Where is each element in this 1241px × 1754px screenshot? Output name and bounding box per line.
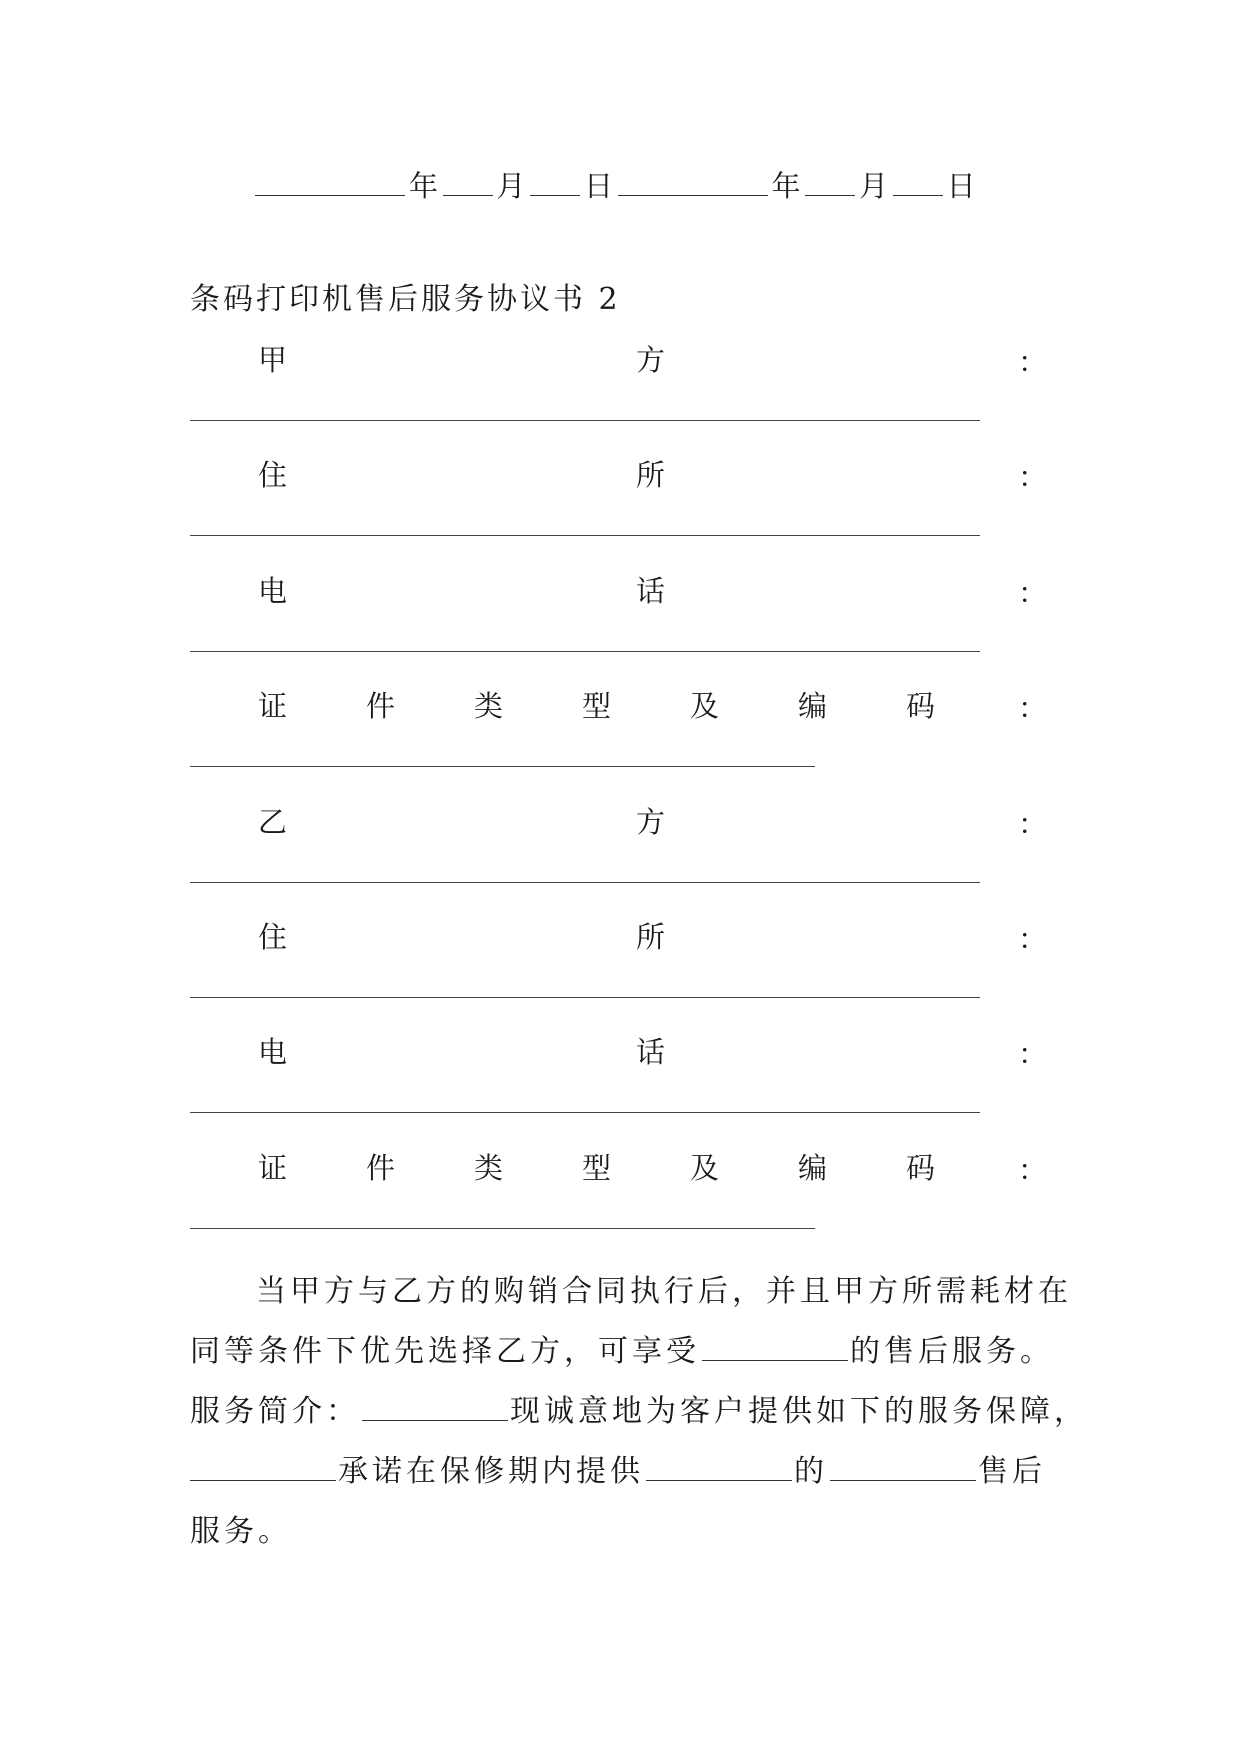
field-label-char: 类 xyxy=(474,1151,504,1185)
field-label-char: 及 xyxy=(690,1151,720,1185)
field-label-char: 方 xyxy=(636,805,666,839)
field-colon: ： xyxy=(1018,807,1048,841)
party-a-phone-blank[interactable] xyxy=(190,651,980,652)
field-label-char: 件 xyxy=(366,1151,396,1185)
signature-date-line xyxy=(255,165,980,206)
year-label-1: 年 xyxy=(409,169,439,203)
party-a-name-field xyxy=(0,340,1241,420)
document-title: 条码打印机售后服务协议书 2 xyxy=(190,282,621,317)
service-paragraph xyxy=(190,1262,1088,1562)
party-a-phone-field xyxy=(0,571,1241,651)
field-label-char: 住 xyxy=(258,458,288,492)
paragraph-line-5: 服务。 xyxy=(190,1514,292,1549)
party-b-address-field xyxy=(0,917,1241,997)
service-type-blank[interactable] xyxy=(830,1452,976,1481)
party-a-id-blank[interactable] xyxy=(190,766,815,767)
field-label-char: 编 xyxy=(798,689,828,723)
company-name-blank[interactable] xyxy=(362,1392,508,1421)
field-label-char: 方 xyxy=(636,343,666,377)
party-b-phone-field xyxy=(0,1032,1241,1112)
field-label-char: 型 xyxy=(582,1151,612,1185)
field-label-char: 码 xyxy=(906,689,936,723)
party-b-name-field xyxy=(0,802,1241,882)
field-label-char: 件 xyxy=(366,689,396,723)
party-b-address-blank[interactable] xyxy=(190,997,980,998)
field-label-char: 住 xyxy=(258,920,288,954)
paragraph-line-1: 当甲方与乙方的购销合同执行后，并且甲方所需耗材在 xyxy=(256,1274,1072,1309)
party-b-name-blank[interactable] xyxy=(190,882,980,883)
paragraph-line-3 xyxy=(190,1382,1088,1442)
field-label-char: 证 xyxy=(258,1151,288,1185)
paragraph-text: 的售后服务。 xyxy=(850,1334,1054,1369)
year-blank-1[interactable] xyxy=(255,165,405,196)
paragraph-text: 承诺在保修期内提供 xyxy=(338,1454,644,1489)
paragraph-text: 同等条件下优先选择乙方，可享受 xyxy=(190,1334,700,1369)
month-label-2: 月 xyxy=(859,169,889,203)
field-colon: ： xyxy=(1018,1153,1048,1187)
field-label-char: 乙 xyxy=(258,805,288,839)
field-label-char: 话 xyxy=(636,574,666,608)
party-b-id-blank[interactable] xyxy=(190,1228,815,1229)
field-colon: ： xyxy=(1018,576,1048,610)
field-label-char: 编 xyxy=(798,1151,828,1185)
field-label-char: 码 xyxy=(906,1151,936,1185)
field-label-char: 所 xyxy=(636,920,666,954)
company-name-blank-2[interactable] xyxy=(190,1452,336,1481)
month-blank-1[interactable] xyxy=(443,165,493,196)
field-label-char: 型 xyxy=(582,689,612,723)
month-blank-2[interactable] xyxy=(805,165,855,196)
party-a-id-field xyxy=(0,686,1241,766)
field-label-char: 证 xyxy=(258,689,288,723)
year-label-2: 年 xyxy=(771,169,802,203)
service-level-blank[interactable] xyxy=(702,1332,848,1361)
paragraph-line-4 xyxy=(190,1442,1070,1502)
party-b-id-field xyxy=(0,1148,1241,1228)
field-label-char: 所 xyxy=(636,458,666,492)
field-colon: ： xyxy=(1018,922,1048,956)
day-label-1: 日 xyxy=(584,169,614,203)
paragraph-text: 售后 xyxy=(978,1454,1046,1489)
paragraph-line-2 xyxy=(190,1322,1070,1382)
party-a-address-field xyxy=(0,455,1241,535)
field-label-char: 类 xyxy=(474,689,504,723)
field-colon: ： xyxy=(1018,691,1048,725)
month-label-1: 月 xyxy=(496,169,527,203)
field-colon: ： xyxy=(1018,1037,1048,1071)
field-label-char: 电 xyxy=(258,574,288,608)
field-label-char: 及 xyxy=(690,689,720,723)
field-label-char: 话 xyxy=(636,1035,666,1069)
year-blank-2[interactable] xyxy=(618,165,768,196)
field-label-char: 电 xyxy=(258,1035,288,1069)
day-blank-1[interactable] xyxy=(530,165,580,196)
party-b-phone-blank[interactable] xyxy=(190,1112,980,1113)
field-colon: ： xyxy=(1018,460,1048,494)
party-a-name-blank[interactable] xyxy=(190,420,980,421)
paragraph-text: 服务简介： xyxy=(190,1394,360,1429)
party-a-address-blank[interactable] xyxy=(190,535,980,536)
day-blank-2[interactable] xyxy=(893,165,943,196)
paragraph-text: 现诚意地为客户提供如下的服务保障， xyxy=(510,1394,1088,1429)
field-colon: ： xyxy=(1018,345,1048,379)
field-label-char: 甲 xyxy=(258,343,288,377)
service-duration-blank[interactable] xyxy=(646,1452,792,1481)
day-label-2: 日 xyxy=(946,169,977,203)
paragraph-text: 的 xyxy=(794,1454,828,1489)
